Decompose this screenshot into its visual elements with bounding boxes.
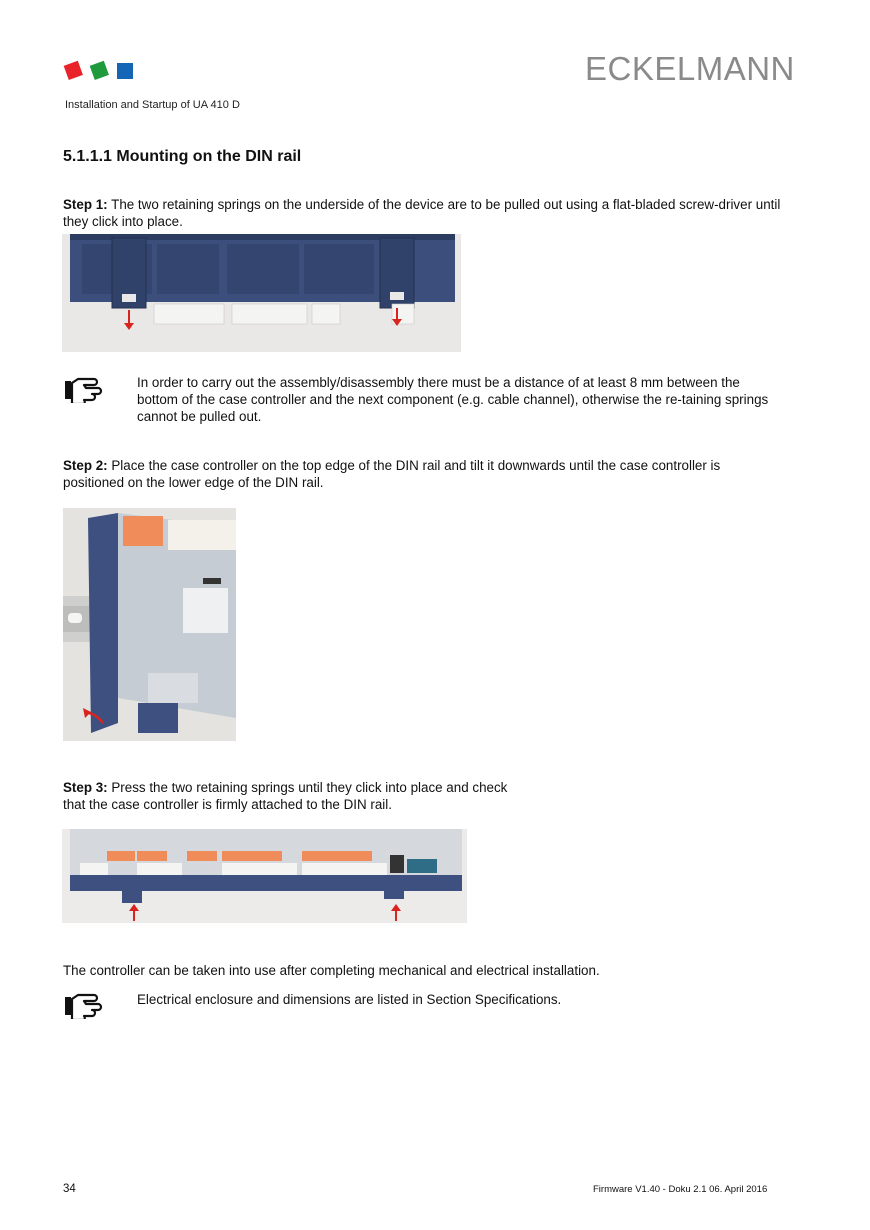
company-logo: [63, 59, 137, 83]
closing-paragraph: The controller can be taken into use after completing mechanical and electrical installation.: [63, 963, 600, 978]
logo-blue-square: [117, 63, 133, 79]
step-1-photo: [62, 234, 461, 352]
step-2-paragraph: [63, 457, 783, 491]
step-1-label: Step 1:: [63, 197, 108, 212]
step-3-label: Step 3:: [63, 780, 108, 795]
step-2-photo: [63, 508, 236, 741]
pointing-hand-icon: [63, 991, 105, 1019]
step-3-text-line1: Press the two retaining springs until they click into place and check: [107, 780, 508, 795]
step-2-text: Place the case controller on the top edge of the DIN rail and tilt it downwards until the case controller is positioned on the lower edge of the DIN rail.: [63, 458, 721, 490]
step-3-text-line2: that the case controller is firmly attached to the DIN rail.: [63, 797, 392, 812]
pointing-hand-icon: [63, 375, 105, 403]
note-2-text: Electrical enclosure and dimensions are listed in Section Specifications.: [137, 992, 562, 1007]
step-3-paragraph: [63, 779, 783, 813]
step-3-photo: [62, 829, 467, 923]
section-title: 5.1.1.1 Mounting on the DIN rail: [63, 148, 302, 165]
page-number: 34: [63, 1183, 76, 1195]
document-title: Installation and Startup of UA 410 D: [65, 99, 240, 111]
note-1-text: In order to carry out the assembly/disassembly there must be a distance of at least 8 mm between the bottom of the case controller and the next component (e.g. cable channel), otherwise the re-taining springs cannot be pulled out.: [137, 375, 769, 424]
footer-version: Firmware V1.40 - Doku 2.1 06. April 2016: [593, 1184, 768, 1195]
logo-red-square: [64, 61, 83, 80]
step-1-text: The two retaining springs on the underside of the device are to be pulled out using a flat-bladed screw-driver until they click into place.: [63, 197, 781, 229]
brand-name: ECKELMANN: [585, 50, 795, 87]
logo-green-square: [90, 61, 109, 80]
step-2-label: Step 2:: [63, 458, 108, 473]
step-1-paragraph: [63, 196, 783, 230]
